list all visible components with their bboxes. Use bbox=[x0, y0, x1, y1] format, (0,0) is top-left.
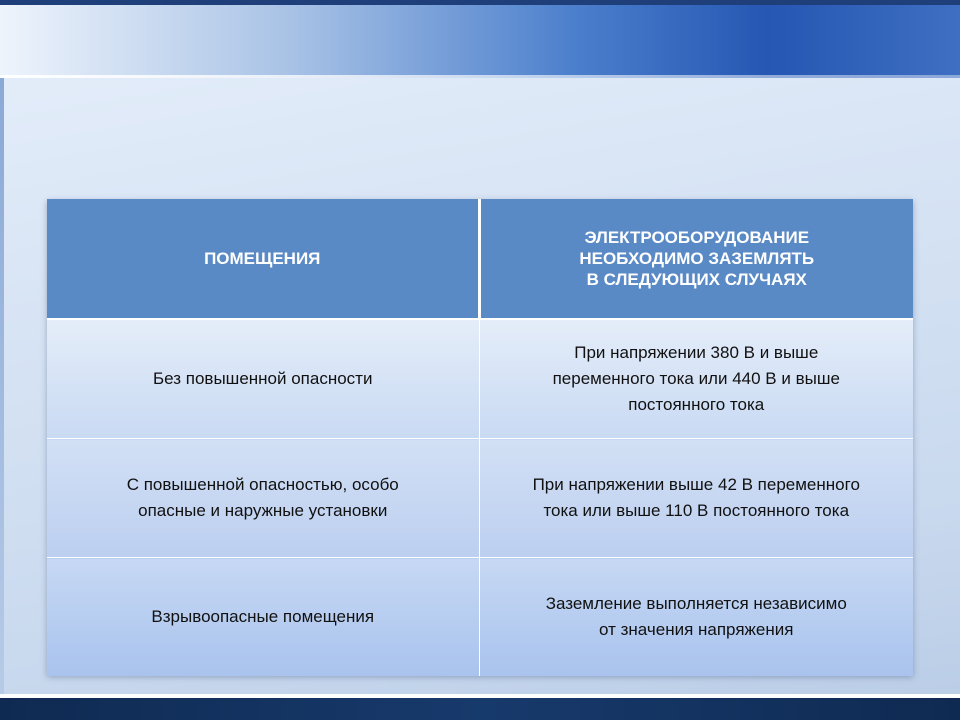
table-header-row bbox=[47, 199, 913, 319]
condition-text: При напряжении 380 В и выше переменного тока или 440 В и выше постоянного тока bbox=[552, 343, 840, 414]
row-room-cell bbox=[47, 319, 479, 439]
grounding-table bbox=[47, 199, 913, 676]
table-row bbox=[47, 319, 913, 439]
header-rooms bbox=[47, 199, 479, 319]
row-condition-cell bbox=[479, 439, 913, 558]
condition-text: При напряжении выше 42 В переменного тока или выше 110 В постоянного тока bbox=[532, 475, 860, 520]
room-text: Без повышенной опасности bbox=[153, 369, 373, 388]
left-decorative-edge bbox=[0, 78, 4, 698]
room-text: Взрывоопасные помещения bbox=[151, 607, 375, 626]
bottom-decorative-band bbox=[0, 698, 960, 720]
row-condition-cell bbox=[479, 319, 913, 439]
row-condition-cell bbox=[479, 558, 913, 677]
header-grounding-condition bbox=[479, 199, 913, 319]
condition-text: Заземление выполняется независимо от значения напряжения bbox=[545, 594, 847, 639]
header-grounding-condition-label: ЭЛЕКТРООБОРУДОВАНИЕ НЕОБХОДИМО ЗАЗЕМЛЯТЬ В СЛЕДУЮЩИХ СЛУЧАЯХ bbox=[579, 228, 815, 289]
header-rooms-label: ПОМЕЩЕНИЯ bbox=[204, 249, 321, 268]
top-decorative-band bbox=[0, 0, 960, 78]
row-room-cell bbox=[47, 439, 479, 558]
row-room-cell bbox=[47, 558, 479, 677]
table-row bbox=[47, 558, 913, 677]
grounding-table-container bbox=[47, 199, 913, 675]
table-row bbox=[47, 439, 913, 558]
room-text: С повышенной опасностью, особо опасные и наружные установки bbox=[126, 475, 399, 520]
